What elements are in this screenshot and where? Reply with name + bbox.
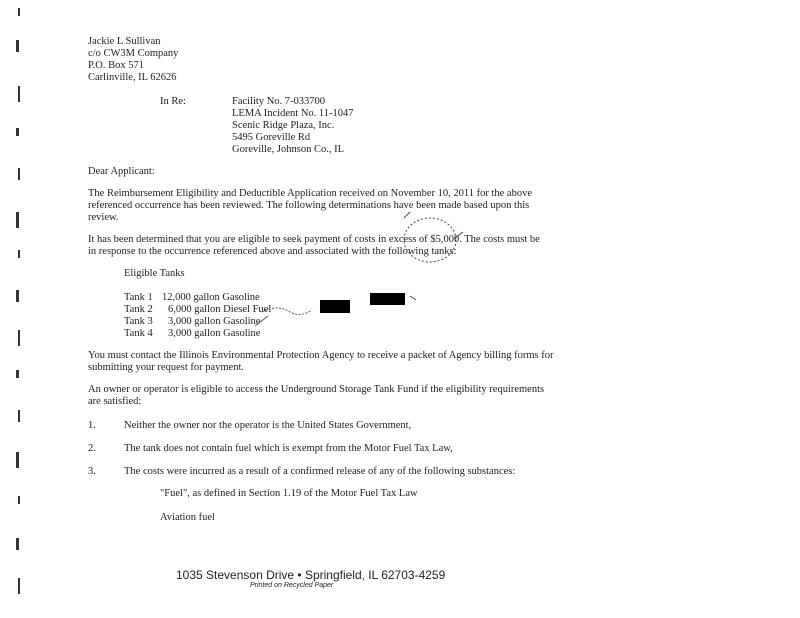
re-street: 5495 Goreville Rd	[232, 132, 311, 143]
recipient-po-box: P.O. Box 571	[88, 60, 145, 71]
eligibility-text-a: It has been determined that you are eligible to seek payment of costs in excess of	[88, 234, 428, 245]
re-label: In Re:	[160, 96, 186, 107]
tank-desc: 12,000 gallon Gasoline	[162, 292, 260, 303]
salutation: Dear Applicant:	[88, 166, 155, 177]
requirement-text: The costs were incurred as a result of a confirmed release of any of the following substances:	[124, 466, 516, 477]
paragraph-eligibility-requirements: An owner or operator is eligible to access the Underground Storage Tank Fund if the eligibility requirements are satisfied:	[88, 384, 545, 407]
pen-stroke	[455, 232, 463, 238]
re-incident: LEMA Incident No. 11-1047	[232, 108, 354, 119]
tank-label: Tank 2	[124, 304, 153, 315]
requirement-text: Neither the owner nor the operator is the United States Government,	[124, 420, 412, 431]
requirement-number: 2.	[88, 443, 96, 454]
requirement-number: 1.	[88, 420, 96, 431]
arrow-stroke	[262, 308, 312, 315]
tank-desc: 3,000 gallon Gasoline	[168, 316, 261, 327]
tanks-heading: Eligible Tanks	[124, 268, 185, 279]
requirement-text: The tank does not contain fuel which is exempt from the Motor Fuel Tax Law,	[124, 443, 453, 454]
substance-item: "Fuel", as defined in Section 1.19 of the Motor Fuel Tax Law	[160, 488, 418, 499]
deductible-amount: $5,000	[430, 234, 460, 245]
footer-recycled-note: Printed on Recycled Paper	[250, 582, 334, 589]
arrow-stroke	[255, 316, 268, 326]
tank-desc: 6,000 gallon Diesel Fuel	[168, 304, 272, 315]
pen-stroke	[410, 296, 416, 300]
tank-label: Tank 1	[124, 292, 153, 303]
recipient-company: c/o CW3M Company	[88, 48, 179, 59]
footer-address: 1035 Stevenson Drive • Springfield, IL 62703-4259	[176, 568, 446, 582]
re-owner: Scenic Ridge Plaza, Inc.	[232, 120, 335, 131]
tank-label: Tank 3	[124, 316, 153, 327]
recipient-city: Carlinville, IL 62626	[88, 72, 177, 83]
substance-item: Aviation fuel	[160, 512, 215, 523]
paragraph-review: The Reimbursement Eligibility and Deductible Application received on November 10, 2011 for the above referenced occurrence has been reviewed. The following determinations have been made based upon this review.	[88, 188, 532, 223]
re-town: Goreville, Johnson Co., IL	[232, 144, 344, 155]
re-facility: Facility No. 7-033700	[232, 96, 326, 107]
circle-mark	[404, 218, 456, 262]
requirement-number: 3.	[88, 466, 96, 477]
tank-label: Tank 4	[124, 328, 153, 339]
paragraph-contact-agency: You must contact the Illinois Environmental Protection Agency to receive a packet of Agency billing forms for submitting your request for payment.	[88, 350, 554, 373]
recipient-name: Jackie L Sullivan	[88, 36, 161, 47]
pen-stroke	[404, 212, 410, 218]
tank-desc: 3,000 gallon Gasoline	[168, 328, 261, 339]
eligibility-text-b: . The costs must be in response to the occurrence referenced above and associated with the following tanks:	[88, 234, 540, 257]
